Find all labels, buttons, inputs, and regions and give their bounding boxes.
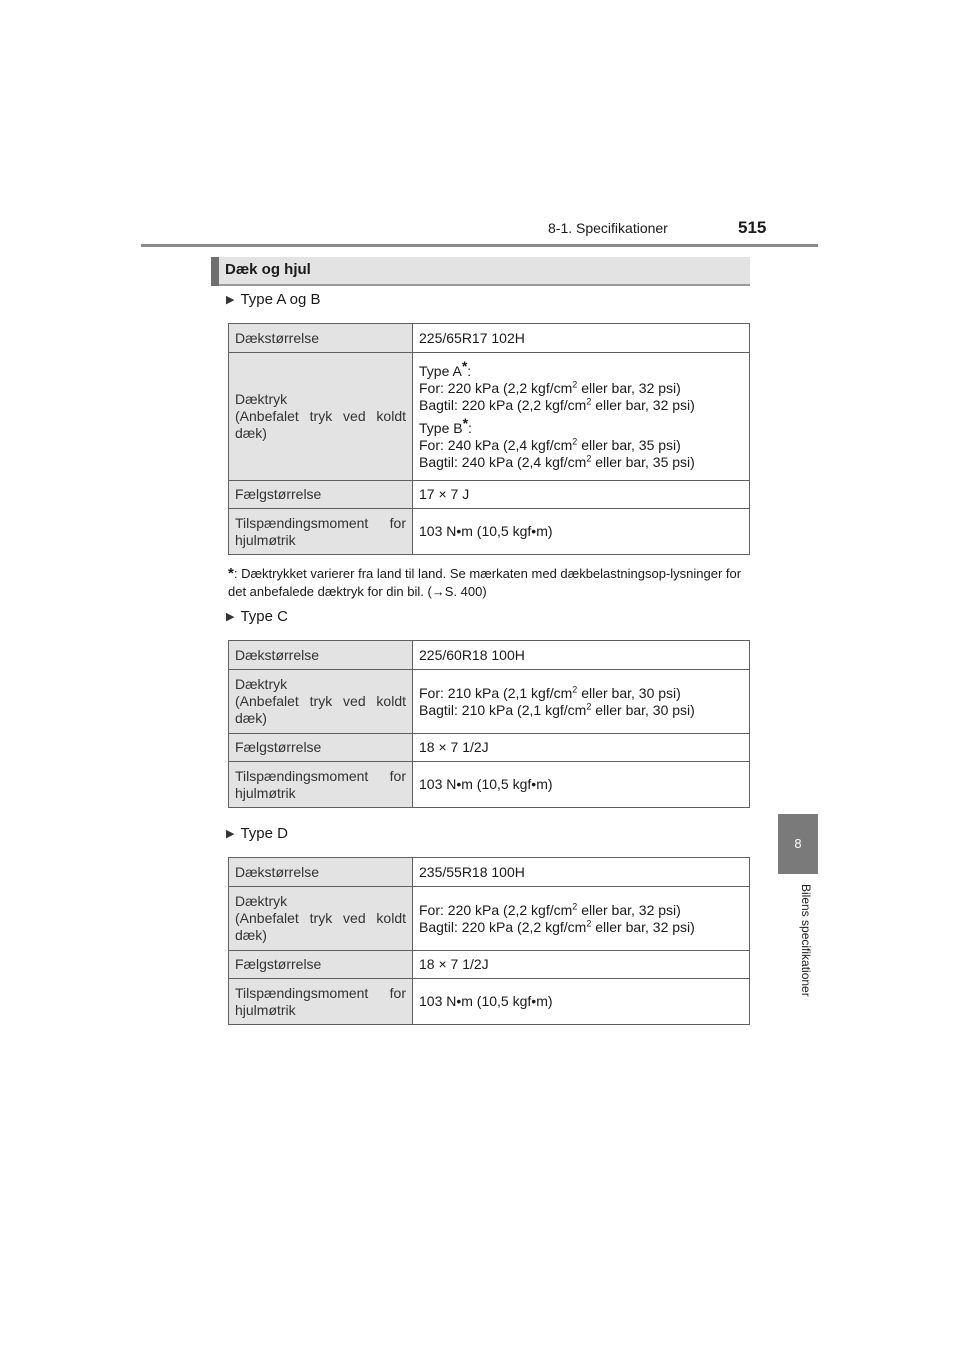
table-key-cell: Tilspændingsmoment for hjulmøtrik (229, 979, 413, 1025)
type-label-c (226, 608, 288, 625)
pressure-type-b (419, 414, 743, 471)
page-number: 515 (738, 218, 767, 237)
table-row (229, 951, 750, 979)
superscript: 2 (572, 435, 578, 446)
spec-table-ab (228, 323, 750, 555)
table-row (229, 979, 750, 1025)
asterisk-mark: * (462, 414, 469, 431)
pressure-rear: Bagtil: 220 kPa (2,2 kgf/cm (419, 396, 587, 413)
table-key-cell: Dæktryk (Anbefalet tryk ved koldt dæk) (229, 887, 413, 951)
pressure-type-a (419, 357, 743, 414)
table-key-cell: Dækstørrelse (229, 641, 413, 670)
asterisk-mark: * (461, 357, 468, 374)
pressure-front-end: eller bar, 32 psi) (577, 379, 681, 396)
table-value-cell: 103 N•m (10,5 kgf•m) (413, 509, 750, 555)
arrow-right-icon: ▶ (226, 294, 235, 306)
pressure-front: For: 220 kPa (2,2 kgf/cm (419, 379, 573, 396)
superscript: 2 (572, 900, 578, 911)
table-value-cell: 103 N•m (10,5 kgf•m) (413, 979, 750, 1025)
table-row (229, 481, 750, 509)
footnote-asterisk: * (228, 565, 234, 582)
table-key-cell: Fælgstørrelse (229, 734, 413, 762)
table-value-cell: 235/55R18 100H (413, 858, 750, 887)
type-label-ab (226, 291, 321, 308)
pressure-front-end: eller bar, 35 psi) (577, 436, 681, 453)
pressure-rear: Bagtil: 220 kPa (2,2 kgf/cm (419, 918, 587, 935)
superscript: 2 (586, 917, 592, 928)
pressure-rear-end: eller bar, 30 psi) (591, 701, 695, 718)
pressure-type-a-title: Type A (419, 362, 462, 379)
table-value-cell (413, 670, 750, 734)
footnote-text: : Dæktrykket varierer fra land til land. Se mærkaten med dækbelastningsop-lysninger for det anbefalede dæktryk for din bil. (→S. 400) (228, 566, 742, 599)
table-row (229, 734, 750, 762)
section-title: Dæk og hjul (225, 261, 311, 278)
arrow-right-icon: ▶ (226, 828, 235, 840)
table-key-cell: Dækstørrelse (229, 324, 413, 353)
type-label-ab-text: Type A og B (240, 291, 321, 308)
table-key-cell: Dæktryk (Anbefalet tryk ved koldt dæk) (229, 353, 413, 481)
section-title-accent (211, 257, 219, 286)
table-value-cell: 18 × 7 1/2J (413, 951, 750, 979)
pressure-rear-end: eller bar, 32 psi) (591, 918, 695, 935)
pressure-rear-end: eller bar, 32 psi) (591, 396, 695, 413)
pressure-rear: Bagtil: 210 kPa (2,1 kgf/cm (419, 701, 587, 718)
table-row (229, 353, 750, 481)
table-row (229, 670, 750, 734)
table-value-cell: 17 × 7 J (413, 481, 750, 509)
type-label-d-text: Type D (240, 825, 288, 842)
spec-table-d (228, 857, 750, 1025)
table-value-cell: 103 N•m (10,5 kgf•m) (413, 762, 750, 808)
section-title-bar (211, 257, 750, 286)
table-key-cell: Tilspændingsmoment for hjulmøtrik (229, 509, 413, 555)
running-header-section: 8-1. Specifikationer (548, 220, 668, 236)
table-key-cell: Dæktryk (Anbefalet tryk ved koldt dæk) (229, 670, 413, 734)
pressure-front-end: eller bar, 32 psi) (577, 901, 681, 918)
table-row (229, 887, 750, 951)
header-rule (141, 244, 818, 247)
table-value-cell (413, 887, 750, 951)
superscript: 2 (572, 683, 578, 694)
type-label-c-text: Type C (240, 608, 288, 625)
pressure-front: For: 240 kPa (2,4 kgf/cm (419, 436, 573, 453)
arrow-right-icon: ▶ (226, 611, 235, 623)
table-key-cell: Tilspændingsmoment for hjulmøtrik (229, 762, 413, 808)
colon: : (468, 419, 472, 436)
chapter-tab: 8 (778, 814, 818, 874)
table-key-cell: Dækstørrelse (229, 858, 413, 887)
table-row (229, 641, 750, 670)
type-label-d (226, 825, 288, 842)
table-row (229, 858, 750, 887)
pressure-front: For: 210 kPa (2,1 kgf/cm (419, 684, 573, 701)
table-value-cell: 18 × 7 1/2J (413, 734, 750, 762)
table-row (229, 762, 750, 808)
pressure-rear: Bagtil: 240 kPa (2,4 kgf/cm (419, 453, 587, 470)
superscript: 2 (586, 395, 592, 406)
spec-table-c (228, 640, 750, 808)
colon: : (467, 362, 472, 379)
pressure-front: For: 220 kPa (2,2 kgf/cm (419, 901, 573, 918)
table-key-cell: Fælgstørrelse (229, 481, 413, 509)
pressure-rear-end: eller bar, 35 psi) (591, 453, 695, 470)
pressure-type-b-title: Type B (419, 419, 463, 436)
table-value-cell (413, 353, 750, 481)
superscript: 2 (586, 452, 592, 463)
superscript: 2 (572, 378, 578, 389)
table-row (229, 509, 750, 555)
pressure-front-end: eller bar, 30 psi) (577, 684, 681, 701)
footnote (228, 565, 758, 601)
superscript: 2 (586, 700, 592, 711)
table-value-cell: 225/65R17 102H (413, 324, 750, 353)
chapter-side-title: Bilens specifikationer (799, 884, 813, 997)
table-value-cell: 225/60R18 100H (413, 641, 750, 670)
table-row (229, 324, 750, 353)
table-key-cell: Fælgstørrelse (229, 951, 413, 979)
